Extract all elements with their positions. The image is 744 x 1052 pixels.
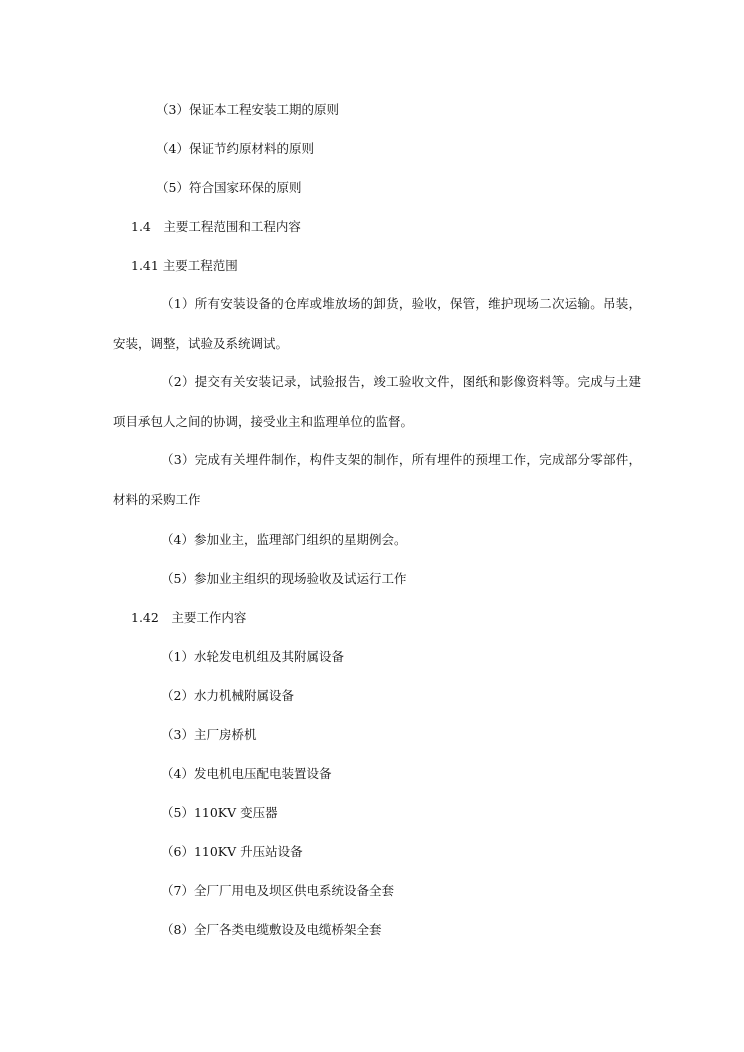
work-item-5: （5）110KV 变压器: [161, 805, 278, 820]
scope-paragraph-2: （2）提交有关安装记录，试验报告，竣工验收文件，图纸和影像资料等。完成与土建项目承包人之间的协调，接受业主和监理单位的监督。: [113, 374, 641, 429]
scope-item-5: （5）参加业主组织的现场验收及试运行工作: [161, 571, 407, 586]
principle-item-5: （5）符合国家环保的原则: [156, 180, 302, 195]
principle-item-3: （3）保证本工程安装工期的原则: [156, 102, 339, 117]
scope-item-4: （4）参加业主，监理部门组织的星期例会。: [161, 532, 407, 547]
work-item-1: （1）水轮发电机组及其附属设备: [161, 649, 344, 664]
section-heading-1-4: 1.4 主要工程范围和工程内容: [131, 219, 301, 234]
principle-item-4: （4）保证节约原材料的原则: [156, 141, 314, 156]
work-item-3: （3）主厂房桥机: [161, 727, 257, 742]
scope-paragraph-3: （3）完成有关埋件制作，构件支架的制作，所有埋件的预埋工作，完成部分零部件，材料的采购工作: [113, 452, 641, 507]
work-item-6: （6）110KV 升压站设备: [161, 844, 303, 859]
work-item-4: （4）发电机电压配电装置设备: [161, 766, 332, 781]
work-item-2: （2）水力机械附属设备: [161, 688, 294, 703]
section-heading-1-42: 1.42 主要工作内容: [131, 610, 247, 625]
work-item-7: （7）全厂厂用电及坝区供电系统设备全套: [161, 883, 394, 898]
work-item-8: （8）全厂各类电缆敷设及电缆桥架全套: [161, 922, 382, 937]
section-heading-1-41: 1.41 主要工程范围: [131, 258, 238, 273]
scope-paragraph-1: （1）所有安装设备的仓库或堆放场的卸货，验收，保管，维护现场二次运输。吊装，安装，调整，试验及系统调试。: [113, 296, 641, 351]
